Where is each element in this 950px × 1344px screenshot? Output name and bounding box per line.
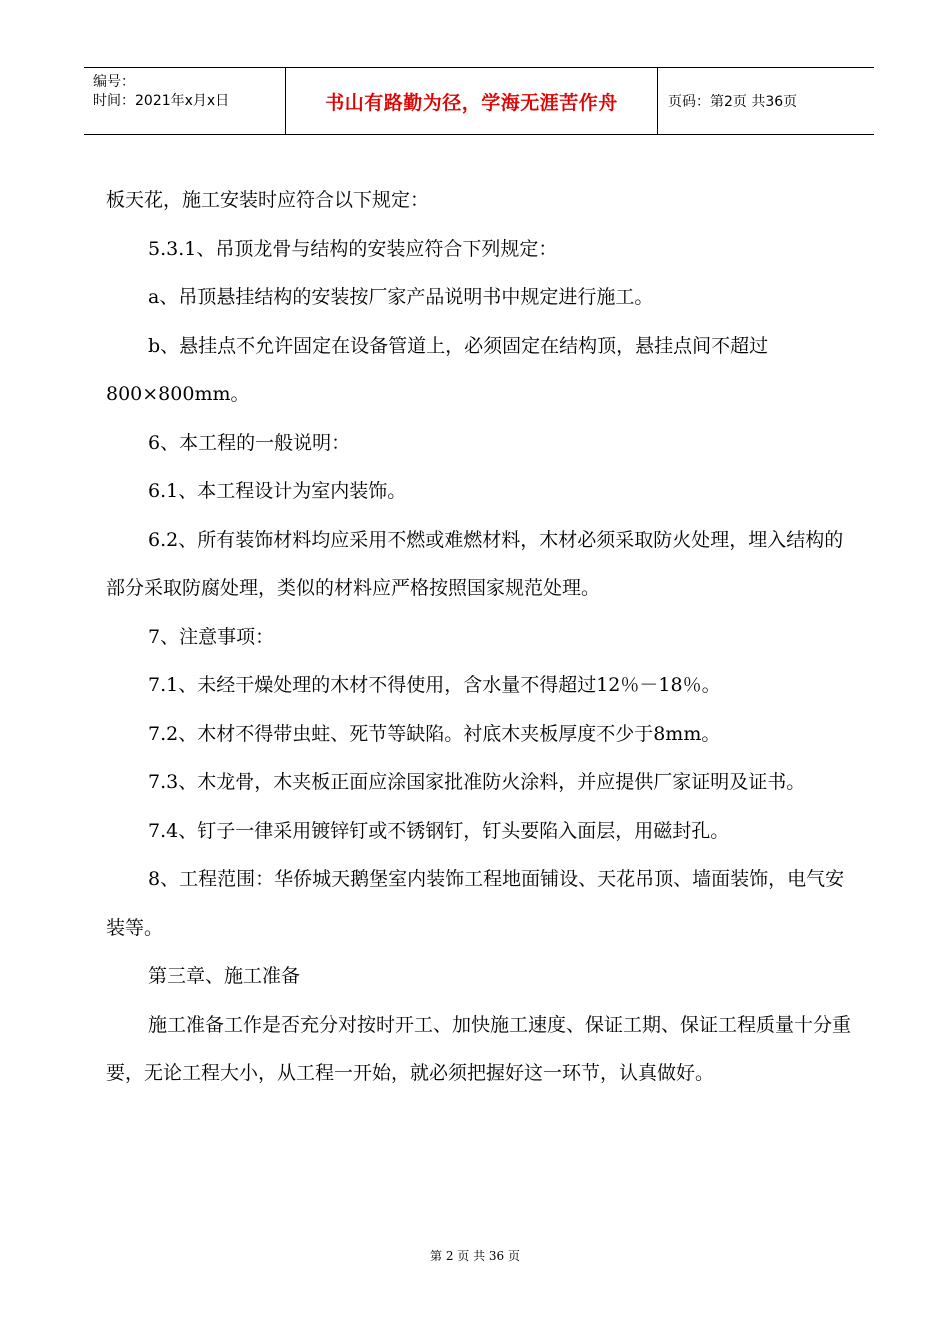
chapter-heading: 第三章、施工准备 [148,965,301,987]
paragraph: 6、本工程的一般说明： [148,431,351,454]
page-header [84,67,874,135]
paragraph: 6.1、本工程设计为室内装饰。 [148,480,407,502]
paragraph: a、吊顶悬挂结构的安装按厂家产品说明书中规定进行施工。 [148,286,654,308]
paragraph: 7、注意事项： [148,625,275,648]
header-motto-cell [285,68,658,134]
header-page-cell [658,68,874,134]
paragraph: b、悬挂点不允许固定在设备管道上，必须固定在结构顶，悬挂点间不超过800×800mm。 [106,334,769,405]
page-footer: 第 2 页 共 36 页 [430,1249,520,1263]
paragraph: 8、工程范围：华侨城天鹅堡室内装饰工程地面铺设、天花吊顶、墙面装饰，电气安装等。 [106,868,845,939]
motto-text: 书山有路勤为径，学海无涯苦作舟 [325,91,618,114]
paragraph: 板天花，施工安装时应符合以下规定： [106,189,430,211]
paragraph: 7.1、未经干燥处理的木材不得使用，含水量不得超过12％－18％。 [148,674,721,696]
paragraph: 6.2、所有装饰材料均应采用不燃或难燃材料，木材必须采取防火处理，埋入结构的部分采取防腐处理，类似的材料应严格按照国家规范处理。 [106,528,844,599]
paragraph: 5.3.1、吊顶龙骨与结构的安装应符合下列规定： [148,237,558,260]
paragraph: 7.3、木龙骨，木夹板正面应涂国家批准防火涂料，并应提供厂家证明及证书。 [148,771,806,793]
paragraph: 施工准备工作是否充分对按时开工、加快施工速度、保证工期、保证工程质量十分重要，无论工程大小，从工程一开始，就必须把握好这一环节，认真做好。 [106,1013,852,1084]
time-label: 时间：2021年x月x日 [93,93,230,109]
page-info: 页码：第2页 共36页 [668,94,798,110]
number-label: 编号： [93,74,135,90]
paragraph: 7.4、钉子一律采用镀锌钉或不锈钢钉，钉头要陷入面层，用磁封孔。 [148,819,730,842]
document-body [106,176,856,1098]
header-meta [84,68,285,134]
paragraph: 7.2、木材不得带虫蛀、死节等缺陷。衬底木夹板厚度不少于8mm。 [148,722,721,745]
